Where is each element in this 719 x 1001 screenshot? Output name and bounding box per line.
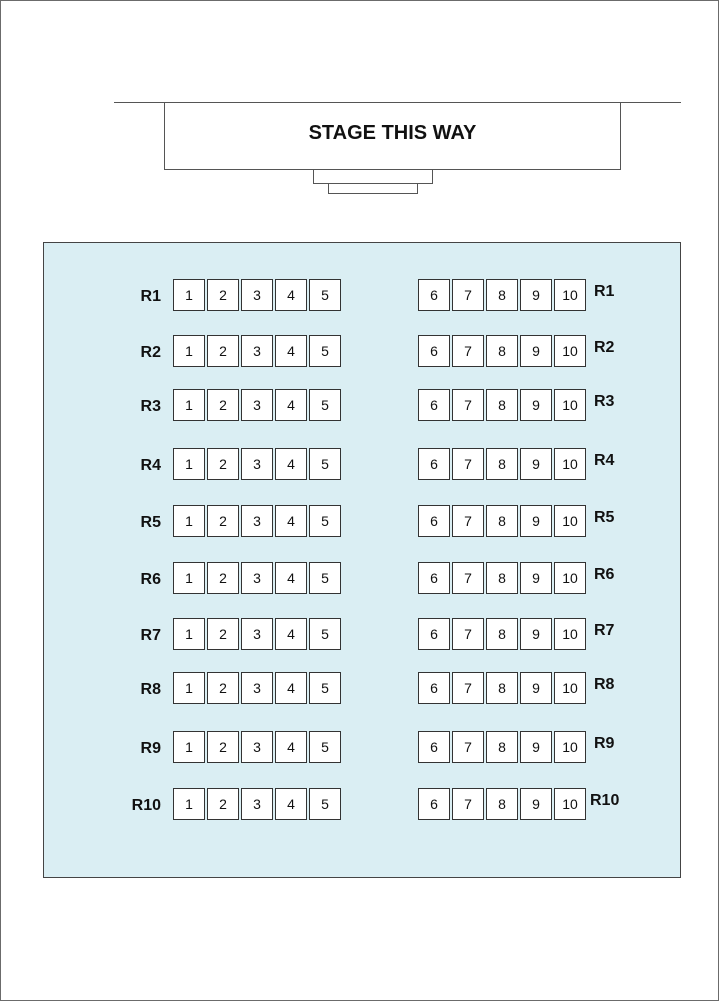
seat[interactable]: 8 (486, 279, 518, 311)
seat[interactable]: 8 (486, 389, 518, 421)
row-label-right: R9 (594, 735, 615, 752)
seat[interactable]: 4 (275, 562, 307, 594)
seat[interactable]: 6 (418, 389, 450, 421)
seat-block-right (418, 448, 586, 480)
seat[interactable]: 9 (520, 562, 552, 594)
seat[interactable]: 3 (241, 279, 273, 311)
seat[interactable]: 5 (309, 335, 341, 367)
seat[interactable]: 3 (241, 448, 273, 480)
seat-block-left (173, 389, 341, 421)
seat[interactable]: 7 (452, 731, 484, 763)
seat-block-left (173, 731, 341, 763)
row-label-right: R6 (594, 566, 615, 583)
seat-row (0, 448, 719, 482)
seat[interactable]: 9 (520, 731, 552, 763)
row-label-left: R2 (140, 344, 161, 361)
seat[interactable]: 9 (520, 279, 552, 311)
seat[interactable]: 2 (207, 335, 239, 367)
seat[interactable]: 10 (554, 389, 586, 421)
seat[interactable]: 3 (241, 389, 273, 421)
seat[interactable]: 7 (452, 672, 484, 704)
seat-block-left (173, 448, 341, 480)
row-label-right: R7 (594, 622, 615, 639)
stage (164, 103, 621, 170)
stage-step-lower (328, 184, 418, 194)
seat[interactable]: 6 (418, 335, 450, 367)
seat[interactable]: 5 (309, 618, 341, 650)
seat[interactable]: 5 (309, 731, 341, 763)
row-label-left: R10 (131, 797, 161, 814)
seat[interactable]: 10 (554, 448, 586, 480)
seat-block-right (418, 389, 586, 421)
seat[interactable]: 4 (275, 448, 307, 480)
seat[interactable]: 7 (452, 505, 484, 537)
row-label-left: R1 (140, 288, 161, 305)
seat-block-left (173, 279, 341, 311)
row-label-left: R9 (140, 740, 161, 757)
row-label-right: R2 (594, 339, 615, 356)
seat-block-left (173, 672, 341, 704)
seat[interactable]: 10 (554, 562, 586, 594)
seat-row (0, 335, 719, 369)
row-label-left: R7 (140, 627, 161, 644)
seat[interactable]: 3 (241, 335, 273, 367)
seat-block-right (418, 279, 586, 311)
seat[interactable]: 2 (207, 562, 239, 594)
stage-title: STAGE THIS WAY (308, 121, 477, 144)
seat-row (0, 788, 719, 822)
seat[interactable]: 2 (207, 731, 239, 763)
seat[interactable]: 5 (309, 505, 341, 537)
seat[interactable]: 10 (554, 335, 586, 367)
seat[interactable]: 5 (309, 562, 341, 594)
seat[interactable]: 5 (309, 672, 341, 704)
seat[interactable]: 2 (207, 618, 239, 650)
seat[interactable]: 7 (452, 788, 484, 820)
seat[interactable]: 3 (241, 672, 273, 704)
seat[interactable]: 3 (241, 731, 273, 763)
seat[interactable]: 8 (486, 731, 518, 763)
seat[interactable]: 1 (173, 788, 205, 820)
seat[interactable]: 1 (173, 672, 205, 704)
seat[interactable]: 8 (486, 672, 518, 704)
seat[interactable]: 4 (275, 731, 307, 763)
seat[interactable]: 4 (275, 672, 307, 704)
seat[interactable]: 2 (207, 279, 239, 311)
seat[interactable]: 6 (418, 505, 450, 537)
seat[interactable]: 10 (554, 279, 586, 311)
seat[interactable]: 5 (309, 448, 341, 480)
seat[interactable]: 9 (520, 788, 552, 820)
seat[interactable]: 2 (207, 448, 239, 480)
seat[interactable]: 10 (554, 788, 586, 820)
seat-row (0, 618, 719, 652)
seat[interactable]: 9 (520, 672, 552, 704)
seat-block-right (418, 562, 586, 594)
seat[interactable]: 4 (275, 389, 307, 421)
seat[interactable]: 2 (207, 505, 239, 537)
row-label-right: R5 (594, 509, 615, 526)
seat[interactable]: 1 (173, 505, 205, 537)
seat[interactable]: 7 (452, 279, 484, 311)
row-label-right: R10 (590, 792, 620, 809)
seat[interactable]: 6 (418, 562, 450, 594)
seat-row (0, 505, 719, 539)
seat[interactable]: 6 (418, 731, 450, 763)
seat-block-left (173, 505, 341, 537)
seat-row (0, 279, 719, 313)
seat[interactable]: 9 (520, 448, 552, 480)
seat[interactable]: 4 (275, 279, 307, 311)
seat[interactable]: 9 (520, 505, 552, 537)
row-label-left: R3 (140, 398, 161, 415)
seat[interactable]: 6 (418, 618, 450, 650)
seat[interactable]: 9 (520, 335, 552, 367)
seat[interactable]: 7 (452, 335, 484, 367)
seat[interactable]: 10 (554, 618, 586, 650)
row-label-right: R4 (594, 452, 615, 469)
seat[interactable]: 7 (452, 618, 484, 650)
seat[interactable]: 10 (554, 731, 586, 763)
seat-block-right (418, 788, 586, 820)
seat[interactable]: 5 (309, 788, 341, 820)
seat[interactable]: 3 (241, 618, 273, 650)
seat-block-right (418, 618, 586, 650)
seat[interactable]: 2 (207, 672, 239, 704)
seat-block-left (173, 562, 341, 594)
seat-block-right (418, 672, 586, 704)
seat[interactable]: 5 (309, 389, 341, 421)
row-label-left: R8 (140, 681, 161, 698)
stage-step-upper (313, 170, 433, 184)
seat[interactable]: 4 (275, 788, 307, 820)
seat[interactable]: 4 (275, 505, 307, 537)
seat[interactable]: 9 (520, 389, 552, 421)
seat[interactable]: 8 (486, 335, 518, 367)
seat[interactable]: 6 (418, 279, 450, 311)
seat[interactable]: 8 (486, 505, 518, 537)
seat[interactable]: 1 (173, 562, 205, 594)
seat-block-left (173, 618, 341, 650)
seat[interactable]: 3 (241, 505, 273, 537)
seat[interactable]: 3 (241, 562, 273, 594)
seat-row (0, 562, 719, 596)
seat[interactable]: 1 (173, 731, 205, 763)
seat[interactable]: 5 (309, 279, 341, 311)
seat-block-right (418, 731, 586, 763)
seat[interactable]: 8 (486, 448, 518, 480)
seat-row (0, 389, 719, 423)
seat[interactable]: 7 (452, 562, 484, 594)
seat-block-left (173, 788, 341, 820)
seat-block-right (418, 335, 586, 367)
seat[interactable]: 2 (207, 788, 239, 820)
seat[interactable]: 1 (173, 618, 205, 650)
seat-block-right (418, 505, 586, 537)
seat-row (0, 672, 719, 706)
seat-block-left (173, 335, 341, 367)
seat[interactable]: 7 (452, 389, 484, 421)
row-label-right: R1 (594, 283, 615, 300)
seat[interactable]: 1 (173, 389, 205, 421)
seat[interactable]: 7 (452, 448, 484, 480)
row-label-left: R4 (140, 457, 161, 474)
seat[interactable]: 10 (554, 505, 586, 537)
seat[interactable]: 3 (241, 788, 273, 820)
row-label-left: R5 (140, 514, 161, 531)
row-label-right: R8 (594, 676, 615, 693)
seat[interactable]: 8 (486, 618, 518, 650)
row-label-right: R3 (594, 393, 615, 410)
seat[interactable]: 2 (207, 389, 239, 421)
seat[interactable]: 6 (418, 448, 450, 480)
seat[interactable]: 1 (173, 335, 205, 367)
seat[interactable]: 6 (418, 672, 450, 704)
seat-row (0, 731, 719, 765)
seat[interactable]: 4 (275, 335, 307, 367)
seat[interactable]: 8 (486, 562, 518, 594)
seat[interactable]: 6 (418, 788, 450, 820)
row-label-left: R6 (140, 571, 161, 588)
seat[interactable]: 9 (520, 618, 552, 650)
seat[interactable]: 1 (173, 279, 205, 311)
seat[interactable]: 8 (486, 788, 518, 820)
seat[interactable]: 10 (554, 672, 586, 704)
seat[interactable]: 4 (275, 618, 307, 650)
seat[interactable]: 1 (173, 448, 205, 480)
